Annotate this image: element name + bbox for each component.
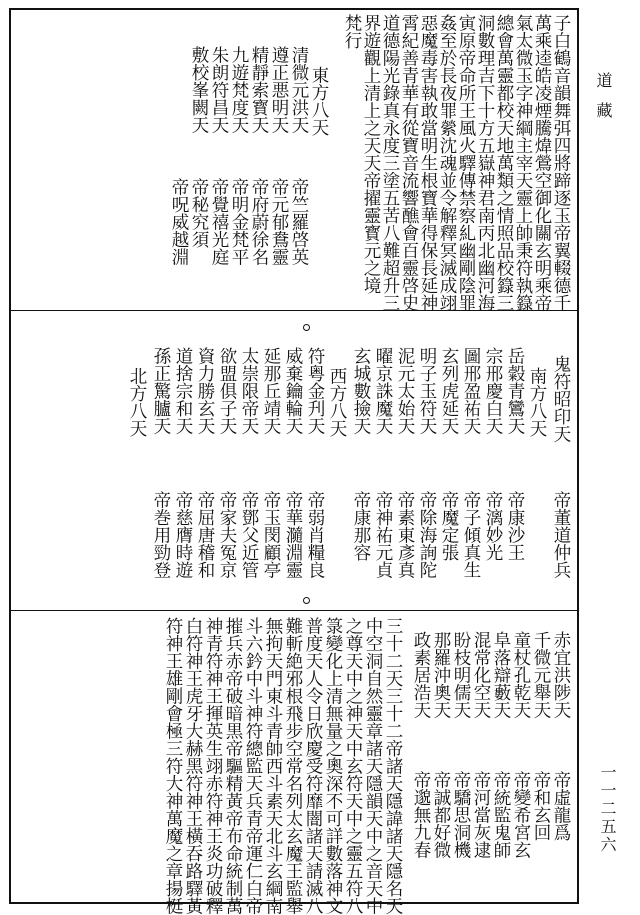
margin-source: 道藏 — [594, 72, 613, 132]
heaven-name: 敷校峯闕天 — [189, 46, 209, 134]
text-column: 萬乘逵皓凌煙騰煒鶯空御化關玄明乘帝 — [532, 14, 552, 312]
text-column: 三十二天三十二帝諸天隱諱諸天隱名天 — [383, 617, 403, 915]
page-frame — [9, 8, 579, 915]
emperor-name: 帝神祐元貞 — [373, 491, 393, 579]
emperor-name: 帝統監鬼師 — [491, 771, 511, 859]
heaven-name: 赤宜洪陟天 — [551, 631, 571, 719]
text-column: 子白鶴音韻舞弭四將蹄逐玉帝翼輟德千 — [551, 14, 571, 312]
emperor-name: 帝慈膺時遊 — [173, 491, 193, 579]
emperor-name: 帝魔定張 — [439, 491, 459, 561]
emperor-name: 帝誠都好微 — [431, 771, 451, 859]
folio-circle-mark — [303, 597, 310, 604]
emperor-name: 帝子傾真生 — [461, 491, 481, 579]
text-column: 寅原帝命所王風火驛傳禁察糺幽剛陰罪 — [456, 14, 476, 312]
text-column: 普度天人令日欣慶受符靡闇諸天請滅八 — [303, 617, 323, 915]
emperor-name: 帝覺禧光庭 — [209, 178, 229, 266]
section-heading: 東方八天 — [309, 66, 329, 136]
heaven-name: 朱朗符昌天 — [209, 46, 229, 134]
text-column: 氣太微玉字神綱主宰天靈上帥秉符執籙 — [513, 14, 533, 312]
heaven-name: 混常化空天 — [471, 631, 491, 719]
emperor-name: 帝竺羅啓英 — [289, 178, 309, 266]
panel-3 — [11, 610, 577, 915]
emperor-name: 帝董道仲兵 — [551, 491, 571, 579]
text-column: 總會萬靈都校天地萬類之情照品校籙三 — [494, 14, 514, 312]
section-heading: 南方八天 — [527, 367, 547, 437]
heaven-name: 千微元舉天 — [531, 631, 551, 719]
heaven-name: 玄城數撿天 — [351, 347, 371, 435]
emperor-name: 帝弱肖糧良 — [305, 491, 325, 579]
heaven-name: 童杖孔乾天 — [511, 631, 531, 719]
heaven-name: 那羅沖奧天 — [431, 631, 451, 719]
text-column: 洞數理吉下十方五嶽神君南丙北幽河海 — [475, 14, 495, 312]
text-column: 霄紀善青華有從寶音流響醮會百靈啓史 — [399, 14, 419, 312]
emperor-name: 帝明金梵平 — [229, 178, 249, 266]
emperor-name: 帝素東彥真 — [395, 491, 415, 579]
heaven-name: 威棄鑰輪天 — [283, 347, 303, 435]
emperor-name: 帝驕思洞機 — [451, 771, 471, 859]
heaven-name: 曜京誅魔天 — [373, 347, 393, 435]
heaven-name: 宗邢慶白天 — [483, 347, 503, 435]
emperor-name: 帝元郁鴦靈 — [269, 178, 289, 266]
heaven-name: 遵正悪明天 — [269, 46, 289, 134]
text-column: 之尊天中之神天中玄符天中之靈五符八 — [343, 617, 363, 915]
text-column: 摧兵赤帝破暗黒帝驅精黃帝布命統制萬 — [223, 617, 243, 915]
text-column: 梵行 — [342, 14, 362, 49]
heaven-name: 圖邢盈祐天 — [461, 347, 481, 435]
heaven-name: 資力勝玄天 — [195, 347, 215, 435]
emperor-name: 帝漓妙光 — [483, 491, 503, 561]
text-column: 白符神王虎牙大赫黑符神王橫吞路驛黃 — [183, 617, 203, 915]
text-column: 惡魔毒害執敢當明生根寶華得保長延神 — [418, 14, 438, 312]
heaven-name: 太崇限帝天 — [239, 347, 259, 435]
emperor-name: 帝秘究須 — [189, 178, 209, 248]
heaven-name: 鬼符昭印天 — [551, 355, 571, 443]
text-column: 道德陽光錄真永度三塗五苦八難超升三 — [380, 14, 400, 312]
panel-1 — [11, 10, 577, 310]
heaven-name: 阜落辯藪天 — [491, 631, 511, 719]
emperor-name: 帝家夫冤京 — [217, 491, 237, 579]
emperor-name: 帝華瀡淵靈 — [283, 491, 303, 579]
heaven-name: 清微元洪天 — [289, 46, 309, 134]
text-column: 無拘天門東斗青帥西斗素天北斗玄綱南 — [263, 617, 283, 915]
emperor-name: 帝邈無九春 — [411, 771, 431, 859]
heaven-name: 延那丘靖天 — [261, 347, 281, 435]
emperor-name: 帝虛龍爲 — [551, 771, 571, 841]
heaven-name: 九遊梵度天 — [229, 46, 249, 134]
text-column: 箓變化上清無量之奧深不可詳數落神文 — [323, 617, 343, 915]
emperor-name: 帝巻用勁登 — [151, 491, 171, 579]
heaven-name: 孫正驚臚天 — [151, 347, 171, 435]
emperor-name: 帝玉閔顧亭 — [261, 491, 281, 579]
heaven-name: 岳糓青鸞天 — [505, 347, 525, 435]
emperor-name: 帝鄧父近管 — [239, 491, 259, 579]
emperor-name: 帝屈唐稽和 — [195, 491, 215, 579]
heaven-name: 符粤金刋天 — [305, 347, 325, 435]
text-column: 姦至於長夜罪縈沈魂並令解釋冥滅成翊 — [437, 14, 457, 312]
section-heading: 北方八天 — [127, 367, 147, 437]
heaven-name: 道捨宗和天 — [173, 347, 193, 435]
text-column: 中空洞自然靈章諸天隱韻天中之音天中 — [363, 617, 383, 915]
heaven-name: 政素居浩天 — [411, 631, 431, 719]
emperor-name: 帝府蔚徐名 — [249, 178, 269, 266]
section-heading: 西方八天 — [327, 367, 347, 437]
emperor-name: 帝變希宮玄 — [511, 771, 531, 859]
heaven-name: 精靜索寳天 — [249, 46, 269, 134]
emperor-name: 帝和玄回 — [531, 771, 551, 841]
heaven-name: 玄列虎延天 — [439, 347, 459, 435]
emperor-name: 帝呪威越淵 — [169, 178, 189, 266]
text-column: 符神王雄剛會極三符大神萬魔之章揚梃 — [163, 617, 183, 915]
panel-2 — [11, 310, 577, 610]
emperor-name: 帝康那容 — [351, 491, 371, 561]
emperor-name: 帝河當灰逮 — [471, 771, 491, 859]
heaven-name: 明子玉符天 — [417, 347, 437, 435]
heaven-name: 泥元太始天 — [395, 347, 415, 435]
text-column: 難斬絶邪根飛步空常名列太玄魔王監舉 — [283, 617, 303, 915]
margin-page-number: 一一二五六 — [598, 764, 617, 854]
emperor-name: 帝康沙王 — [505, 491, 525, 561]
text-column: 斗六鈐中斗神符總監天兵青帝運仁白帝 — [243, 617, 263, 915]
heaven-name: 盼枝明儒天 — [451, 631, 471, 719]
text-column: 界遊觀上清上之天天帝擢靈寳元之境 — [361, 14, 381, 294]
emperor-name: 帝除海詢陀 — [417, 491, 437, 579]
text-column: 神青符神王揮英生翊赤符神王炎功破釋 — [203, 617, 223, 915]
heaven-name: 欲盟俱子天 — [217, 347, 237, 435]
